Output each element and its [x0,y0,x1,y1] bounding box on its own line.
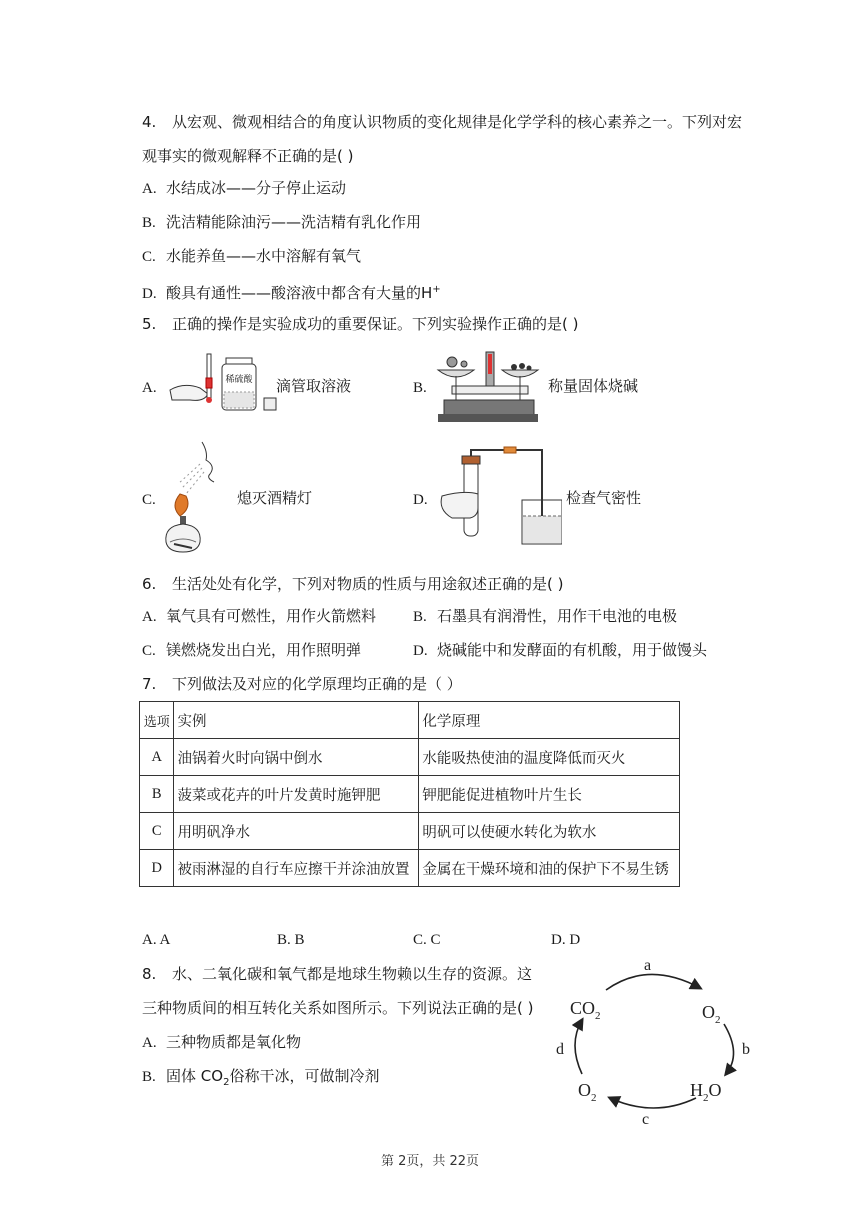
arrow-c [610,1098,696,1108]
table-row [140,739,680,776]
q8-stem-line1: 8. 水、二氧化碳和氧气都是地球生物赖以生存的资源。这 [142,965,533,983]
q5-option-d-caption: 检查气密性 [566,489,642,507]
table-header-cell: 选项 [140,702,174,739]
q8-option-a: A. 三种物质都是氧化物 [142,1033,302,1051]
q5-option-c-caption: 熄灭酒精灯 [237,489,313,507]
q4-option-b: B. 洗洁精能除油污——洗洁精有乳化作用 [142,213,422,231]
balance-scale-figure [434,344,542,424]
table-cell: 用明矾净水 [174,813,419,850]
node-o2-left: $O_2$ [578,1080,597,1104]
arrow-d [575,1020,582,1074]
table-cell: 油锅着火时向锅中倒水 [174,739,419,776]
q6-option-c: C. 镁燃烧发出白光，用作照明弹 [142,641,362,659]
table-header-row [140,702,680,739]
q5-option-b-letter: B. [413,380,427,396]
q5-stem: 5. 正确的操作是实验成功的重要保证。下列实验操作正确的是( ) [142,315,579,333]
q5-option-a-letter: A. [142,380,157,396]
table-cell: 水能吸热使油的温度降低而灭火 [419,739,680,776]
arrow-label-b: b [742,1041,750,1058]
arrow-label-d: d [556,1041,564,1058]
q6-option-d: D. 烧碱能中和发酵面的有机酸，用于做馒头 [413,641,708,659]
q5-option-d-letter: D. [413,492,428,508]
table-cell: 被雨淋湿的自行车应擦干并涂油放置 [174,850,419,887]
q4-option-d: D. 酸具有通性——酸溶液中都含有大量的H+ [142,284,441,302]
node-h2o: $H_2O$ [690,1080,722,1104]
arrow-label-c: c [642,1111,650,1128]
q7-table [139,701,680,887]
node-o2-right: $O_2$ [702,1002,721,1026]
table-cell: B [140,776,174,813]
table-row [140,776,680,813]
table-row [140,813,680,850]
q8-stem-line2: 三种物质间的相互转化关系如图所示。下列说法正确的是( ) [142,999,534,1017]
q6-stem: 6. 生活处处有化学，下列对物质的性质与用途叙述正确的是( ) [142,575,564,593]
table-cell: D [140,850,174,887]
q7-answer-a: A. A [142,932,171,948]
node-co2: $CO_2$ [570,998,601,1022]
dropper-bottle-figure [164,350,284,416]
table-header-cell: 实例 [174,702,419,739]
conversion-cycle-diagram [548,958,760,1128]
alcohol-lamp-figure [158,438,234,556]
q7-answer-b: B. B [277,932,305,948]
arrow-label-a: a [644,958,652,974]
table-cell: 菠菜或花卉的叶片发黄时施钾肥 [174,776,419,813]
arrow-b [724,1024,734,1074]
table-cell: C [140,813,174,850]
q5-option-a-caption: 滴管取溶液 [276,377,352,395]
q8-option-b: B. 固体 $CO_2$俗称干冰，可做制冷剂 [142,1067,380,1088]
q7-answer-d: D. D [551,932,581,948]
airtightness-test-figure [434,446,562,548]
page-footer: 第 2页，共 22页 [380,1154,480,1169]
table-row [140,850,680,887]
table-cell: A [140,739,174,776]
ion-charge: + [432,284,441,295]
bottle-label: 稀硫酸 [225,375,253,385]
q5-option-c-letter: C. [142,492,156,508]
q7-answer-c: C. C [413,932,441,948]
q7-stem: 7. 下列做法及对应的化学原理均正确的是（ ） [142,675,462,693]
q4-stem-line1: 4. 从宏观、微观相结合的角度认识物质的变化规律是化学学科的核心素养之一。下列对宏 [142,113,743,131]
arrow-a [606,974,700,990]
q4-option-c: C. 水能养鱼——水中溶解有氧气 [142,247,362,265]
q6-option-b: B. 石墨具有润滑性，用作干电池的电极 [413,607,678,625]
table-cell: 明矾可以使硬水转化为软水 [419,813,680,850]
table-cell: 金属在干燥环境和油的保护下不易生锈 [419,850,680,887]
table-header-cell: 化学原理 [419,702,680,739]
q6-option-a: A. 氧气具有可燃性，用作火箭燃料 [142,607,377,625]
q4-stem-line2: 观事实的微观解释不正确的是( ) [142,147,354,165]
q5-option-b-caption: 称量固体烧碱 [548,377,639,395]
q4-option-a: A. 水结成冰——分子停止运动 [142,179,347,197]
table-cell: 钾肥能促进植物叶片生长 [419,776,680,813]
